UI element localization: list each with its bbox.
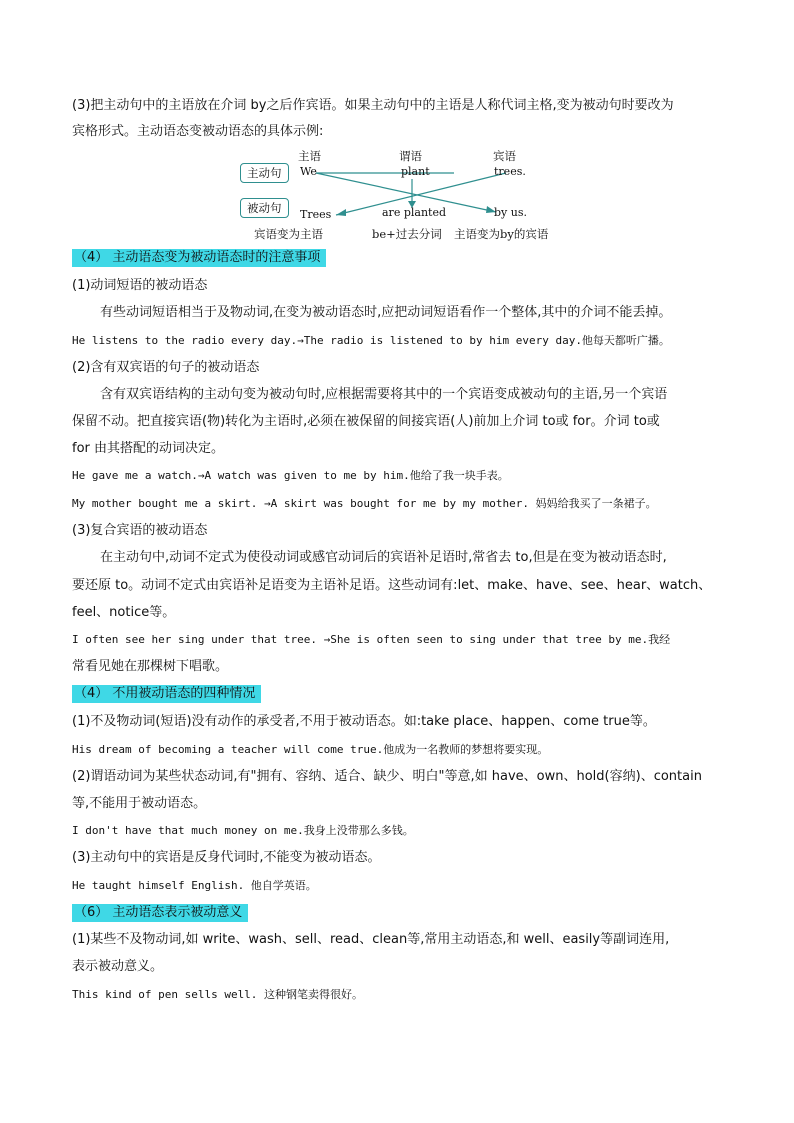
section-heading-active-passive-meaning: （6） 主动语态表示被动意义	[72, 904, 248, 922]
para-double-object-3: for 由其搭配的动词决定。	[72, 441, 225, 456]
col-object-label: 宾语	[493, 149, 516, 163]
para-complex-object-3: feel、notice等。	[72, 605, 176, 620]
active-sentence-box: 主动句	[240, 163, 289, 183]
col-predicate-label: 谓语	[399, 149, 422, 163]
intro-line-2: 宾格形式。主动语态变被动语态的具体示例:	[72, 124, 324, 139]
para-active-form-2: 表示被动意义。	[72, 959, 164, 974]
passive-sentence-box: 被动句	[240, 198, 289, 218]
note-subject-to-by-object: 主语变为by的宾语	[454, 227, 549, 241]
example-phrasal: He listens to the radio every day.→The radio is listened to by him every day.他每天都听广播。	[72, 334, 670, 347]
para-double-object-2: 保留不动。把直接宾语(物)转化为主语时,必须在被保留的间接宾语(人)前加上介词 to或 for。介词 to或	[72, 414, 660, 429]
subhead-phrasal-verbs: (1)动词短语的被动语态	[72, 278, 208, 293]
para-complex-object-2: 要还原 to。动词不定式由宾语补足语变为主语补足语。这些动词有:let、make、have、see、hear、watch、	[72, 578, 712, 593]
subhead-double-object: (2)含有双宾语的句子的被动语态	[72, 360, 260, 375]
para-double-object-1: 含有双宾语结构的主动句变为被动句时,应根据需要将其中的一个宾语变成被动句的主语,另一个宾语	[100, 387, 668, 402]
section-heading-notes: （4） 主动语态变为被动语态时的注意事项	[72, 249, 326, 267]
active-subject: We	[300, 165, 317, 178]
example-state-verbs: I don't have that much money on me.我身上没带那么多钱。	[72, 824, 414, 837]
example-complex-object-1: I often see her sing under that tree. →She is often seen to sing under that tree by me.我经	[72, 633, 671, 646]
example-active-form: This kind of pen sells well. 这种钢笔卖得很好。	[72, 988, 364, 1001]
para-phrasal-verbs: 有些动词短语相当于及物动词,在变为被动语态时,应把动词短语看作一个整体,其中的介词不能丢掉。	[100, 305, 672, 320]
note-be-past-participle: be+过去分词	[372, 227, 442, 241]
subhead-complex-object: (3)复合宾语的被动语态	[72, 523, 208, 538]
example-double-object-2: My mother bought me a skirt. →A skirt was bought for me by my mother. 妈妈给我买了一条裙子。	[72, 497, 657, 510]
para-state-verbs-2: 等,不能用于被动语态。	[72, 796, 207, 811]
passive-predicate: are planted	[382, 206, 446, 219]
para-intransitive: (1)不及物动词(短语)没有动作的承受者,不用于被动语态。如:take place、happen、come true等。	[72, 714, 656, 729]
para-active-form-1: (1)某些不及物动词,如 write、wash、sell、read、clean等,常用主动语态,和 well、easily等副词连用,	[72, 932, 670, 947]
example-reflexive: He taught himself English. 他自学英语。	[72, 879, 317, 892]
para-reflexive: (3)主动句中的宾语是反身代词时,不能变为被动语态。	[72, 850, 381, 865]
para-state-verbs-1: (2)谓语动词为某些状态动词,有"拥有、容纳、适合、缺少、明白"等意,如 have、own、hold(容纳)、contain	[72, 769, 702, 784]
example-complex-object-2: 常看见她在那棵树下唱歌。	[72, 659, 229, 674]
arrowhead-trees	[336, 209, 346, 216]
passive-subject: Trees	[300, 208, 332, 221]
intro-line-1: (3)把主动句中的主语放在介词 by之后作宾语。如果主动句中的主语是人称代词主格,变为被动句时要改为	[72, 98, 674, 113]
col-subject-label: 主语	[298, 149, 321, 163]
voice-diagram	[236, 146, 566, 246]
passive-agent: by us.	[494, 206, 527, 219]
example-intransitive: His dream of becoming a teacher will come true.他成为一名教师的梦想将要实现。	[72, 743, 549, 756]
para-complex-object-1: 在主动句中,动词不定式为使役动词或感官动词后的宾语补足语时,常省去 to,但是在变为被动语态时,	[100, 550, 667, 565]
section-heading-no-passive: （4） 不用被动语态的四种情况	[72, 685, 261, 703]
note-object-to-subject: 宾语变为主语	[254, 227, 323, 241]
example-double-object-1: He gave me a watch.→A watch was given to me by him.他给了我一块手表。	[72, 469, 509, 482]
active-predicate: plant	[401, 165, 430, 178]
active-object: trees.	[494, 165, 526, 178]
